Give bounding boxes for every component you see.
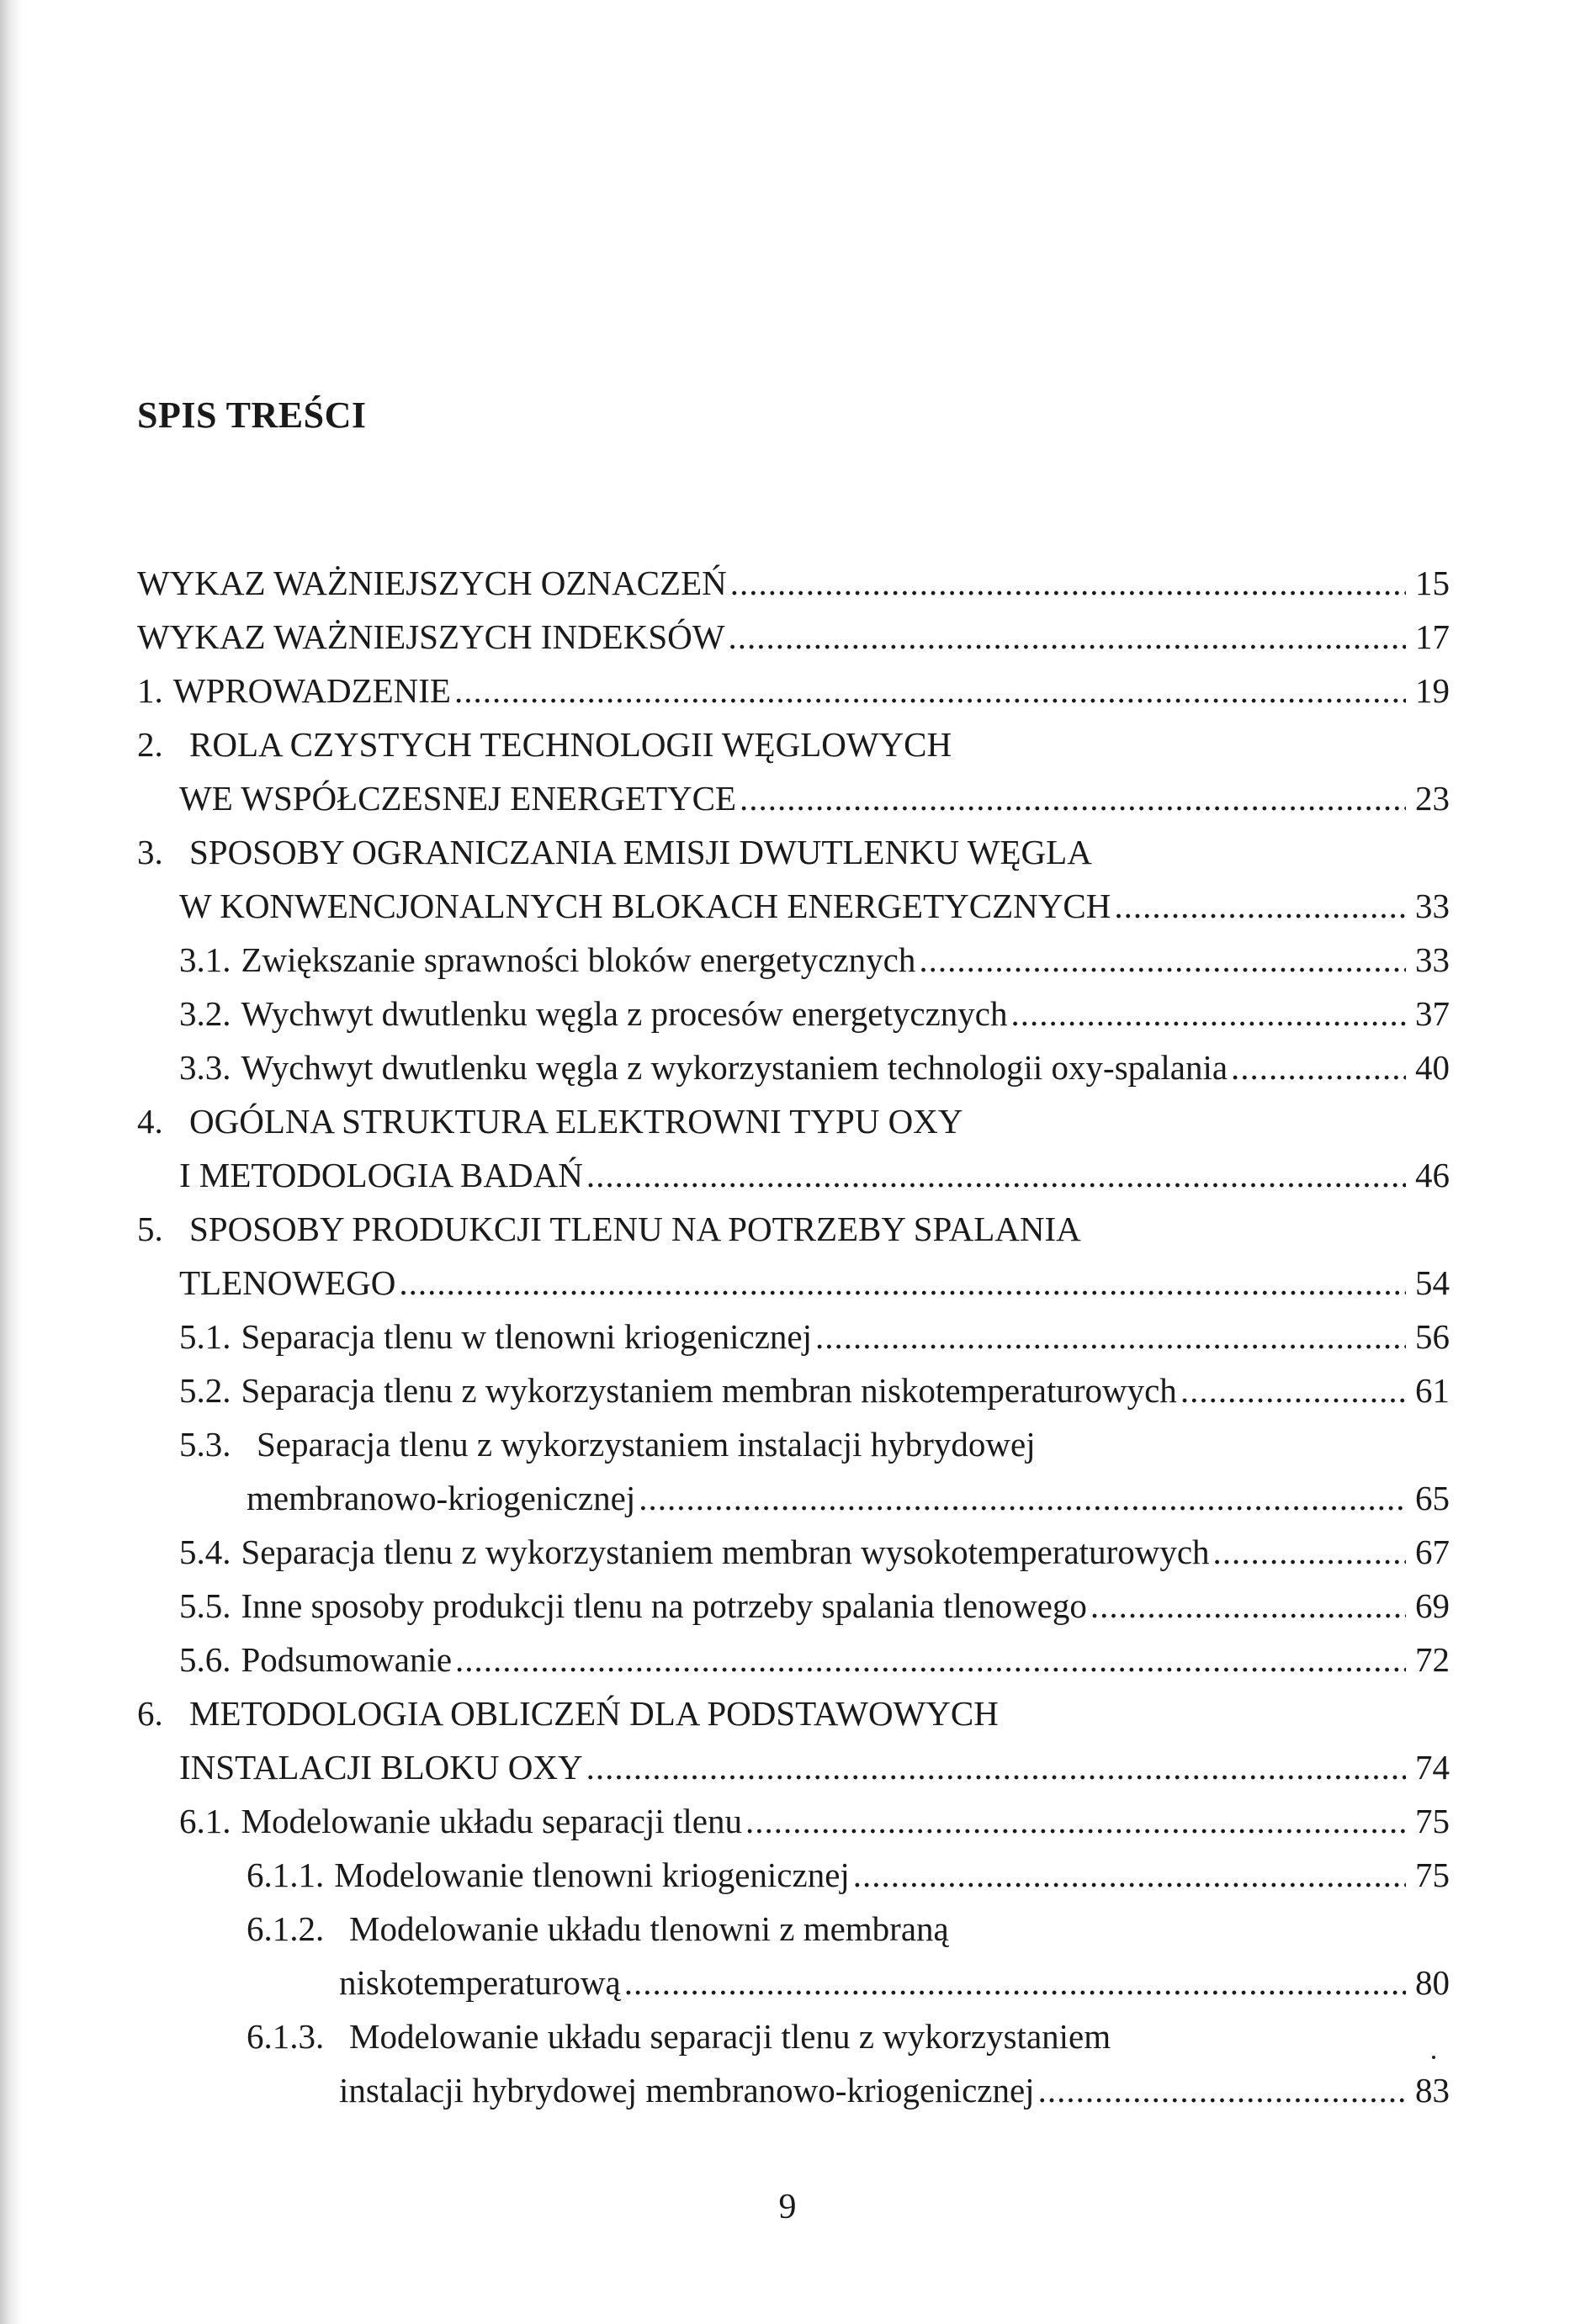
toc-entry <box>137 1686 1450 1794</box>
dot-leader <box>1114 879 1406 933</box>
toc-entry <box>137 2009 1450 2117</box>
toc-entry-page: 83 <box>1415 2071 1450 2110</box>
toc-entry-number: 5. <box>137 1210 163 1248</box>
dot-leader <box>919 933 1406 987</box>
toc-entry-title: Podsumowanie <box>241 1640 453 1679</box>
toc-entry-line <box>137 1633 1450 1686</box>
dot-leader <box>740 771 1406 825</box>
toc-entry-page: 74 <box>1415 1748 1450 1787</box>
toc-entry-page: 37 <box>1415 994 1450 1033</box>
toc-entry <box>137 556 1450 610</box>
toc-entry <box>137 717 1450 825</box>
toc-entry <box>137 987 1450 1040</box>
toc-entry-title: W KONWENCJONALNYCH BLOKACH ENERGETYCZNYCH <box>179 887 1111 925</box>
toc-entry <box>137 1579 1450 1633</box>
dot-leader <box>1180 1363 1406 1417</box>
toc-entry-number: 5.4. <box>179 1533 231 1571</box>
toc-entry-number: 5.3. <box>179 1425 231 1464</box>
toc-entry-number: 6.1. <box>179 1802 231 1840</box>
toc-entry <box>137 1363 1450 1417</box>
toc-entry-line <box>137 1902 1450 1956</box>
toc-entry-line <box>137 1794 1450 1848</box>
page-title: SPIS TREŚCI <box>137 394 367 436</box>
toc-entry-number: 6.1.3. <box>247 2017 325 2056</box>
toc-entry-number: 6.1.1. <box>247 1855 325 1894</box>
toc-entry-line <box>137 717 1450 771</box>
toc-entry <box>137 1525 1450 1579</box>
toc-entry-number: 5.2. <box>179 1371 231 1410</box>
toc-entry-title: METODOLOGIA OBLICZEŃ DLA PODSTAWOWYCH <box>189 1694 999 1733</box>
toc-entry-continuation-line <box>137 879 1450 933</box>
toc-entry-line <box>137 933 1450 987</box>
toc-entry <box>137 933 1450 987</box>
toc-entry-line <box>137 1525 1450 1579</box>
dot-leader <box>586 1148 1406 1202</box>
toc-entry-number: 5.6. <box>179 1640 231 1679</box>
toc-entry-page: 67 <box>1415 1533 1450 1571</box>
toc-entry <box>137 1794 1450 1848</box>
dot-leader <box>1090 1579 1406 1633</box>
dot-leader <box>1213 1525 1406 1579</box>
toc-entry-continuation-line <box>137 1740 1450 1794</box>
toc-entry-title: Wychwyt dwutlenku węgla z wykorzystaniem technologii oxy-spalania <box>241 1048 1228 1087</box>
dot-leader <box>624 1956 1406 2009</box>
toc-entry <box>137 664 1450 717</box>
toc-entry-title: Separacja tlenu z wykorzystaniem instalacji hybrydowej <box>257 1425 1036 1464</box>
toc-entry-page: 65 <box>1415 1479 1450 1517</box>
toc-entry-page: 75 <box>1415 1855 1450 1894</box>
toc-entry-page: 19 <box>1415 671 1450 710</box>
toc-entry-line <box>137 1579 1450 1633</box>
toc-entry-line <box>137 1417 1450 1471</box>
toc-entry-title: niskotemperaturową <box>339 1963 621 2002</box>
dot-leader <box>1010 987 1406 1040</box>
toc-entry-page: 61 <box>1415 1371 1450 1410</box>
toc-entry-continuation-line <box>137 1256 1450 1310</box>
toc-entry-title: Inne sposoby produkcji tlenu na potrzeby spalania tlenowego <box>241 1586 1087 1625</box>
toc-entry-page: 23 <box>1415 779 1450 818</box>
toc-entry-page: 15 <box>1415 564 1450 602</box>
table-of-contents <box>137 556 1450 2117</box>
toc-entry-title: WE WSPÓŁCZESNEJ ENERGETYCE <box>179 779 737 818</box>
toc-entry-page: 56 <box>1415 1317 1450 1356</box>
toc-entry-line <box>137 664 1450 717</box>
toc-entry-page: 46 <box>1415 1156 1450 1194</box>
toc-entry-title: Separacja tlenu w tlenowni kriogenicznej <box>241 1317 813 1356</box>
toc-entry-title: Wychwyt dwutlenku węgla z procesów energetycznych <box>241 994 1008 1033</box>
dot-leader <box>639 1471 1406 1525</box>
toc-entry <box>137 1202 1450 1310</box>
toc-entry-page: 69 <box>1415 1586 1450 1625</box>
toc-entry-line <box>137 1848 1450 1902</box>
toc-entry-line <box>137 1310 1450 1363</box>
toc-entry-title: SPOSOBY OGRANICZANIA EMISJI DWUTLENKU WĘGLA <box>189 833 1092 871</box>
toc-entry-number: 6.1.2. <box>247 1909 325 1948</box>
toc-entry-number: 2. <box>137 725 163 764</box>
dot-leader <box>815 1310 1406 1363</box>
dot-leader <box>399 1256 1406 1310</box>
toc-entry <box>137 1633 1450 1686</box>
toc-entry-page: 33 <box>1415 940 1450 979</box>
toc-entry-line <box>137 2009 1450 2063</box>
toc-entry-number: 6. <box>137 1694 163 1733</box>
toc-entry-line <box>137 1040 1450 1094</box>
toc-entry-continuation-line <box>137 2063 1450 2117</box>
toc-entry <box>137 1310 1450 1363</box>
page-edge-shadow <box>0 0 22 2324</box>
toc-entry-line <box>137 610 1450 664</box>
toc-entry-page: 33 <box>1415 887 1450 925</box>
dot-leader <box>728 610 1406 664</box>
toc-entry-title: WPROWADZENIE <box>172 671 451 710</box>
toc-entry-title: TLENOWEGO <box>179 1263 396 1302</box>
toc-entry <box>137 1040 1450 1094</box>
toc-entry-number: 4. <box>137 1102 163 1141</box>
toc-entry-line <box>137 825 1450 879</box>
dot-leader <box>853 1848 1406 1902</box>
toc-entry-page: 40 <box>1415 1048 1450 1087</box>
toc-entry <box>137 610 1450 664</box>
toc-entry-title: Modelowanie układu separacji tlenu <box>241 1802 742 1840</box>
toc-entry-title: WYKAZ WAŻNIEJSZYCH OZNACZEŃ <box>137 564 727 602</box>
toc-entry-title: Separacja tlenu z wykorzystaniem membran wysokotemperaturowych <box>241 1533 1210 1571</box>
dot-leader <box>455 1633 1406 1686</box>
toc-entry-title: Zwiększanie sprawności bloków energetycznych <box>241 940 916 979</box>
toc-entry-title: INSTALACJI BLOKU OXY <box>179 1748 583 1787</box>
toc-entry <box>137 1417 1450 1525</box>
toc-entry-title: Modelowanie układu separacji tlenu z wykorzystaniem <box>349 2017 1111 2056</box>
toc-entry-number: 3.3. <box>179 1048 231 1087</box>
toc-entry-continuation-line <box>137 771 1450 825</box>
dot-leader <box>745 1794 1406 1848</box>
toc-entry-line <box>137 1363 1450 1417</box>
toc-entry-line <box>137 987 1450 1040</box>
toc-entry-title: WYKAZ WAŻNIEJSZYCH INDEKSÓW <box>137 617 725 656</box>
toc-entry <box>137 1848 1450 1902</box>
dot-leader <box>586 1740 1406 1794</box>
dot-leader <box>1038 2063 1406 2117</box>
toc-entry-line <box>137 1686 1450 1740</box>
toc-entry-title: SPOSOBY PRODUKCJI TLENU NA POTRZEBY SPALANIA <box>189 1210 1081 1248</box>
toc-entry-title: instalacji hybrydowej membranowo-kriogenicznej <box>339 2071 1035 2110</box>
dot-leader <box>454 664 1406 717</box>
toc-entry-title: Modelowanie tlenowni kriogenicznej <box>334 1855 850 1894</box>
page-number: 9 <box>778 2188 797 2226</box>
dot-leader <box>1231 1040 1406 1094</box>
toc-entry <box>137 825 1450 933</box>
toc-entry-page: 72 <box>1415 1640 1450 1679</box>
toc-entry-number: 5.1. <box>179 1317 231 1356</box>
toc-entry-continuation-line <box>137 1148 1450 1202</box>
toc-entry-title: Separacja tlenu z wykorzystaniem membran niskotemperaturowych <box>241 1371 1177 1410</box>
toc-entry-title: membranowo-kriogenicznej <box>247 1479 636 1517</box>
toc-entry <box>137 1902 1450 2009</box>
toc-entry-continuation-line <box>137 1956 1450 2009</box>
toc-entry <box>137 1094 1450 1202</box>
toc-entry-title: I METODOLOGIA BADAŃ <box>179 1156 583 1194</box>
toc-entry-line <box>137 556 1450 610</box>
toc-entry-page: 75 <box>1415 1802 1450 1840</box>
toc-entry-number: 3. <box>137 833 163 871</box>
toc-entry-title: ROLA CZYSTYCH TECHNOLOGII WĘGLOWYCH <box>189 725 952 764</box>
print-speck <box>1432 2056 1435 2059</box>
toc-entry-number: 1. <box>137 671 163 710</box>
toc-entry-number: 3.1. <box>179 940 231 979</box>
dot-leader <box>730 556 1406 610</box>
toc-entry-line <box>137 1094 1450 1148</box>
toc-entry-page: 17 <box>1415 617 1450 656</box>
toc-entry-line <box>137 1202 1450 1256</box>
toc-entry-number: 3.2. <box>179 994 231 1033</box>
toc-entry-title: Modelowanie układu tlenowni z membraną <box>349 1909 949 1948</box>
toc-entry-page: 80 <box>1415 1963 1450 2002</box>
toc-entry-continuation-line <box>137 1471 1450 1525</box>
toc-entry-title: OGÓLNA STRUKTURA ELEKTROWNI TYPU OXY <box>189 1102 963 1141</box>
toc-entry-page: 54 <box>1415 1263 1450 1302</box>
toc-entry-number: 5.5. <box>179 1586 231 1625</box>
